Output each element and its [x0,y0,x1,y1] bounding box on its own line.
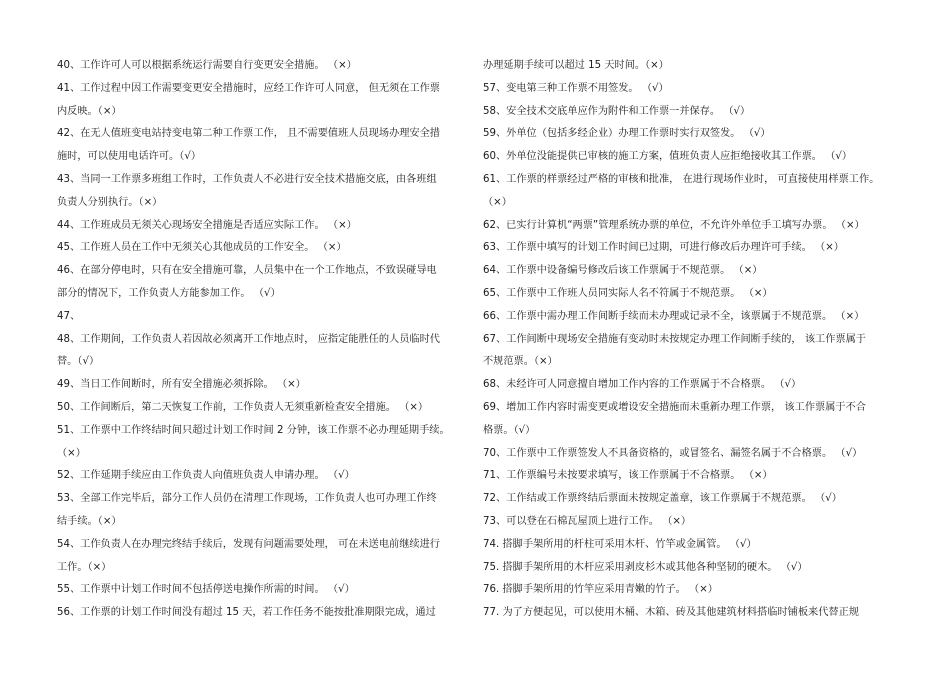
right-text-column [483,55,895,625]
right-column-line: 66、工作票中需办理工作间断手续而未办理或记录不全，该票属于不规范票。 （×） [483,310,865,322]
left-column-line: 部分的情况下，工作负责人方能参加工作。 （√） [57,287,281,299]
left-text-column [57,55,470,625]
left-column-line: 40、工作许可人可以根据系统运行需要自行变更安全措施。 （×） [57,60,357,71]
right-column-line: 63、工作票中填写的计划工作时间已过期，可进行修改后办理许可手续。 （×） [483,242,844,254]
left-column-line: 46、在部分停电时，只有在安全措施可靠，人员集中在一个工作地点，不致误碰导电 [57,265,437,277]
left-column-line: 41、工作过程中因工作需要变更安全措施时，应经工作许可人同意， 但无须在工作票 [57,82,440,94]
left-column-line: 内反映。（×） [57,105,122,117]
right-column-line: 办理延期手续可以超过 15 天时间。（×） [483,60,669,71]
right-column-line: 71、工作票编号未按要求填写，该工作票属于不合格票。 （×） [483,470,773,482]
left-column-line: 52、工作延期手续应由工作负责人向值班负责人申请办理。 （√） [57,470,355,482]
right-column-line: （×） [483,196,512,208]
left-column-line: 49、当日工作间断时，所有安全措施必须拆除。 （×） [57,379,306,391]
right-column-line: 61、工作票的样票经过严格的审核和批准， 在进行现场作业时， 可直接使用样票工作。 [483,173,880,185]
left-column-line: 54、工作负责人在办理完终结手续后，发现有问题需要处理， 可在未送电前继续进行 [57,538,440,550]
right-column-line: 格票。（√） [483,424,536,436]
right-column-line: 65、工作票中工作班人员同实际人名不符属于不规范票。 （×） [483,287,773,299]
left-column-line: 负责人分别执行。（×） [57,196,163,208]
left-column-line: 44、工作班成员无须关心现场安全措施是否适应实际工作。 （×） [57,219,357,231]
right-column-line: 70、工作票中工作票签发人不具备资格的，或冒签名、漏签名属于不合格票。 （√） [483,447,863,459]
left-column-line: 43、当同一工作票多班组工作时，工作负责人不必进行安全技术措施交底，由各班组 [57,173,437,185]
left-column-line: 55、工作票中计划工作时间不包括停送电操作所需的时间。 （√） [57,584,355,596]
right-column-line: 69、增加工作内容时需变更或增设安全措施而未重新办理工作票， 该工作票属于不合 [483,401,866,413]
left-column-line: 45、工作班人员在工作中无须关心其他成员的工作安全。 （×） [57,242,347,254]
left-column-line: 替。（√） [57,356,100,368]
right-column-line: 60、外单位没能提供已审核的施工方案，值班负责人应拒绝接收其工作票。 （√） [483,151,853,163]
left-column-line: 56、工作票的计划工作时间没有超过 15 天，若工作任务不能按批准期限完成，通过 [57,607,436,619]
right-column-line: 64、工作票中设备编号修改后该工作票属于不规范票。 （×） [483,265,763,277]
right-column-line: 不规范票。（×） [483,356,558,368]
left-column-line: 53、全部工作完毕后，部分工作人员仍在清理工作现场，工作负责人也可办理工作终 [57,493,437,505]
left-column-line: 结手续。（×） [57,515,122,527]
right-column-line: 75. 搭脚手架所用的木杆应采用剥皮杉木或其他各种坚韧的硬木。 （√） [483,561,808,573]
left-column-line: 51、工作票中工作终结时间只超过计划工作时间 2 分钟，该工作票不必办理延期手续。 [57,424,450,436]
right-column-line: 76. 搭脚手架所用的竹竿应采用青嫩的竹子。 （×） [483,584,718,596]
right-column-line: 57、变电第三种工作票不用签发。 （√） [483,82,669,94]
right-column-line: 73、可以登在石棉瓦屋顶上进行工作。 （×） [483,515,692,527]
left-column-line: （×） [57,447,86,459]
right-column-line: 72、工作结或工作票终结后票面未按规定盖章，该工作票属于不规范票。 （√） [483,493,842,505]
right-column-line: 58、安全技术交底单应作为附件和工作票一并保存。 （√） [483,105,751,117]
right-column-line: 74. 搭脚手架所用的杆柱可采用木杆、竹竿或金属管。 （√） [483,538,757,550]
left-column-line: 48、工作期间，工作负责人若因故必须离开工作地点时， 应指定能胜任的人员临时代 [57,333,440,345]
right-column-line: 68、未经许可人同意擅自增加工作内容的工作票属于不合格票。 （√） [483,379,802,391]
right-column-line: 62、已实行计算机“两票”管理系统办票的单位，不允许外单位手工填写办票。 （×） [483,219,865,231]
right-column-line: 67、工作间断中现场安全措施有变动时未按规定办理工作间断手续的， 该工作票属于 [483,333,866,345]
left-column-line: 47、 [57,310,81,322]
right-column-line: 77. 为了方便起见，可以使用木桶、木箱、砖及其他建筑材料搭临时铺板来代替正规 [483,607,859,619]
left-column-line: 50、工作间断后，第二天恢复工作前，工作负责人无须重新检查安全措施。 （×） [57,401,429,413]
left-column-line: 42、在无人值班变电站持变电第二种工作票工作， 且不需要值班人员现场办理安全措 [57,128,440,140]
left-column-line: 施时，可以使用电话许可。（√） [57,151,202,163]
right-column-line: 59、外单位（包括多经企业）办理工作票时实行双签发。 （√） [483,128,771,140]
left-column-line: 工作。（×） [57,561,112,573]
